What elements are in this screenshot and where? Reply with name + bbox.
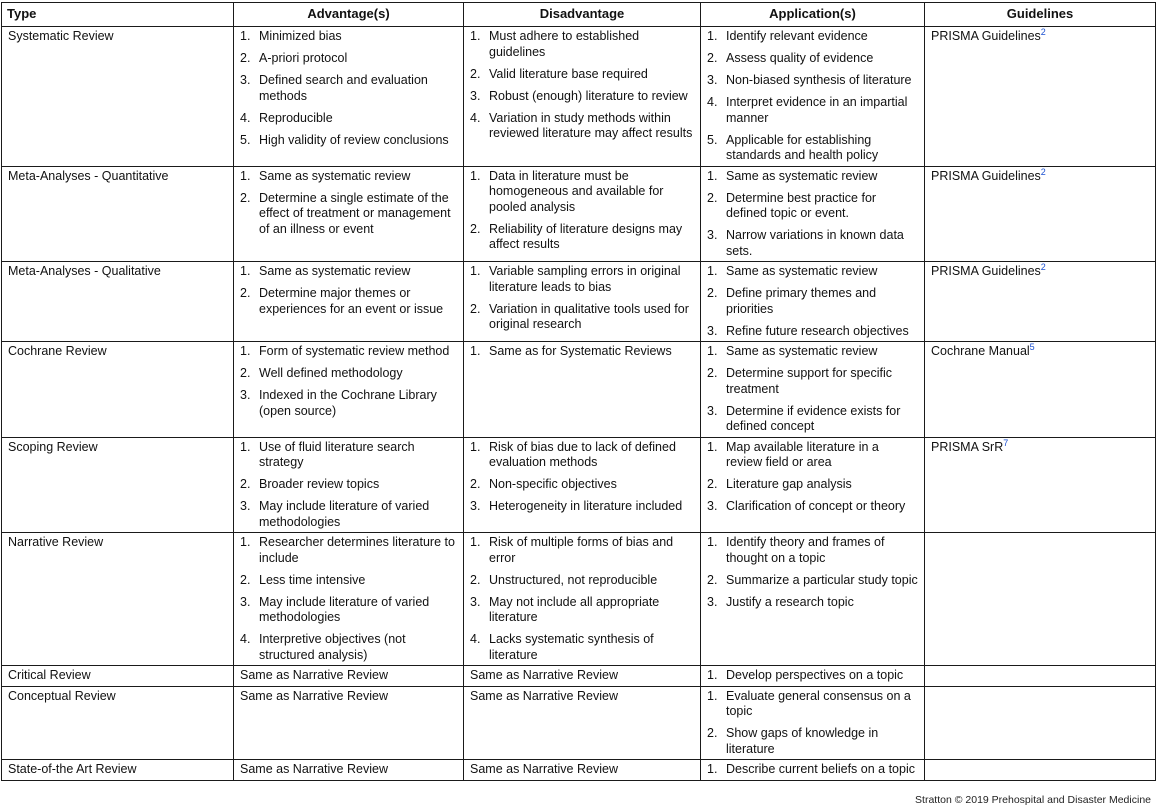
- list-item: [707, 689, 918, 720]
- applications-cell: [701, 666, 925, 687]
- list-item-text: Define primary themes and priorities: [726, 286, 877, 316]
- copyright-credit: Stratton © 2019 Prehospital and Disaster Medicine: [915, 793, 1151, 806]
- review-type-cell: Conceptual Review: [2, 686, 234, 760]
- numbered-list: [240, 169, 457, 238]
- advantages-cell: [234, 27, 464, 167]
- disadvantages-cell-text: Same as Narrative Review: [470, 688, 618, 703]
- list-item-text: Identify theory and frames of thought on a topic: [726, 535, 885, 565]
- guideline-reference: 2: [1040, 261, 1046, 272]
- list-item: [707, 477, 918, 493]
- header-guidelines: Guidelines: [925, 3, 1156, 27]
- list-item-number: 1.: [707, 344, 718, 358]
- list-item: [707, 73, 918, 89]
- list-item-text: Reproducible: [259, 110, 333, 125]
- list-item: [240, 344, 457, 360]
- list-item-number: 2.: [240, 477, 251, 491]
- applications-cell: [701, 760, 925, 781]
- list-item-text: Map available literature in a review field or area: [726, 439, 879, 469]
- table-row: [2, 686, 1156, 760]
- guidelines-cell: [925, 666, 1156, 687]
- list-item-text: Unstructured, not reproducible: [489, 572, 658, 587]
- list-item-text: Non-specific objectives: [489, 477, 617, 491]
- guideline-name: PRISMA Guidelines: [931, 168, 1041, 183]
- advantages-cell: [234, 760, 464, 781]
- list-item-number: 4.: [240, 110, 251, 125]
- guideline-name: PRISMA SrR: [931, 439, 1004, 454]
- list-item-number: 1.: [240, 439, 251, 454]
- list-item: [707, 324, 918, 340]
- list-item-number: 2.: [470, 66, 481, 81]
- numbered-list: [707, 344, 918, 435]
- list-item-text: Lacks systematic synthesis of literature: [489, 632, 654, 662]
- list-item-text: Applicable for establishing standards and health policy: [726, 132, 879, 162]
- disadvantages-cell: [464, 666, 701, 687]
- numbered-list: [707, 264, 918, 339]
- header-applications: Application(s): [701, 3, 925, 27]
- list-item-number: 1.: [470, 344, 481, 358]
- list-item-text: Variation in qualitative tools used for original research: [489, 301, 689, 331]
- table-row: [2, 166, 1156, 262]
- list-item-text: Data in literature must be homogeneous and available for pooled analysis: [489, 168, 664, 214]
- list-item: [707, 228, 918, 259]
- list-item-text: Less time intensive: [259, 572, 366, 587]
- applications-cell: [701, 342, 925, 438]
- list-item-number: 3.: [470, 88, 481, 103]
- list-item: [707, 595, 918, 611]
- list-item: [240, 573, 457, 589]
- list-item-text: Heterogeneity in literature included: [489, 499, 683, 513]
- list-item: [707, 726, 918, 757]
- list-item-number: 1.: [470, 29, 481, 43]
- guideline-reference: 5: [1029, 341, 1035, 352]
- applications-cell: [701, 686, 925, 760]
- list-item: [240, 632, 457, 663]
- list-item-text: Must adhere to established guidelines: [489, 29, 640, 59]
- list-item-text: May include literature of varied methodologies: [259, 594, 430, 624]
- review-type-cell: Cochrane Review: [2, 342, 234, 438]
- list-item-text: Interpret evidence in an impartial manner: [726, 95, 908, 125]
- table-row: [2, 437, 1156, 533]
- list-item: [470, 440, 694, 471]
- list-item-number: 1.: [470, 439, 481, 454]
- header-disadvantage: Disadvantage: [464, 3, 701, 27]
- header-type: Type: [2, 3, 234, 27]
- list-item-number: 1.: [707, 535, 718, 549]
- list-item: [707, 573, 918, 589]
- list-item: [707, 133, 918, 164]
- list-item-text: Same as systematic review: [726, 168, 878, 183]
- list-item-text: Determine if evidence exists for defined concept: [726, 403, 901, 433]
- list-item-number: 1.: [240, 168, 251, 183]
- list-item-number: 1.: [240, 344, 251, 358]
- list-item: [470, 169, 694, 216]
- list-item-number: 2.: [470, 477, 481, 491]
- list-item: [707, 762, 918, 778]
- list-item-number: 2.: [240, 51, 251, 65]
- list-item-number: 2.: [707, 51, 718, 65]
- list-item-number: 2.: [470, 301, 481, 316]
- list-item-number: 1.: [470, 535, 481, 549]
- list-item-number: 1.: [470, 264, 481, 278]
- list-item-text: Same as systematic review: [726, 264, 878, 278]
- list-item-number: 1.: [707, 29, 718, 43]
- list-item-number: 4.: [470, 110, 481, 125]
- numbered-list: [707, 762, 918, 778]
- guideline-name: PRISMA Guidelines: [931, 264, 1041, 278]
- advantages-cell-text: Same as Narrative Review: [240, 668, 388, 682]
- list-item: [470, 222, 694, 253]
- list-item: [240, 191, 457, 238]
- list-item-number: 2.: [707, 190, 718, 205]
- list-item-number: 2.: [240, 286, 251, 300]
- list-item-number: 1.: [707, 168, 718, 183]
- list-item-number: 2.: [470, 221, 481, 236]
- list-item-text: Justify a research topic: [726, 594, 854, 609]
- guideline-reference: 2: [1040, 26, 1046, 37]
- review-type-cell: Scoping Review: [2, 437, 234, 533]
- list-item-number: 1.: [707, 264, 718, 278]
- disadvantages-cell: [464, 686, 701, 760]
- list-item-text: Same as systematic review: [259, 264, 411, 278]
- list-item-number: 3.: [707, 499, 718, 513]
- disadvantages-cell: [464, 437, 701, 533]
- list-item: [240, 111, 457, 127]
- list-item: [240, 535, 457, 566]
- guideline-name: Cochrane Manual: [931, 344, 1030, 358]
- advantages-cell: [234, 166, 464, 262]
- list-item: [240, 73, 457, 104]
- applications-cell: [701, 27, 925, 167]
- numbered-list: [470, 264, 694, 333]
- list-item: [470, 632, 694, 663]
- table-row: [2, 533, 1156, 666]
- list-item-text: May include literature of varied methodologies: [259, 499, 430, 529]
- list-item: [470, 89, 694, 105]
- list-item: [240, 477, 457, 493]
- disadvantages-cell: [464, 166, 701, 262]
- list-item-number: 3.: [470, 594, 481, 609]
- table-body: [2, 27, 1156, 781]
- numbered-list: [707, 169, 918, 260]
- list-item-number: 2.: [470, 572, 481, 587]
- list-item: [470, 477, 694, 493]
- advantages-cell: [234, 666, 464, 687]
- numbered-list: [470, 169, 694, 253]
- numbered-list: [707, 440, 918, 515]
- list-item-text: Broader review topics: [259, 477, 380, 491]
- numbered-list: [707, 535, 918, 610]
- list-item-number: 2.: [707, 366, 718, 380]
- numbered-list: [707, 668, 918, 684]
- list-item-number: 4.: [240, 632, 251, 646]
- list-item-number: 3.: [707, 594, 718, 609]
- list-item-text: Identify relevant evidence: [726, 29, 868, 43]
- review-type-cell: Critical Review: [2, 666, 234, 687]
- list-item: [240, 499, 457, 530]
- list-item-text: Defined search and evaluation methods: [259, 73, 428, 103]
- list-item-text: Variation in study methods within reviewed literature may affect results: [489, 110, 693, 140]
- list-item-text: Literature gap analysis: [726, 477, 852, 491]
- numbered-list: [240, 29, 457, 148]
- list-item: [470, 573, 694, 589]
- list-item-text: A-priori protocol: [259, 51, 348, 65]
- list-item: [707, 264, 918, 280]
- list-item-number: 2.: [707, 572, 718, 587]
- list-item-text: Reliability of literature designs may affect results: [489, 221, 683, 251]
- guidelines-cell: [925, 760, 1156, 781]
- list-item-text: Robust (enough) literature to review: [489, 88, 688, 103]
- list-item-text: Evaluate general consensus on a topic: [726, 688, 911, 718]
- list-item-number: 1.: [470, 168, 481, 183]
- disadvantages-cell: [464, 262, 701, 342]
- list-item-text: Risk of multiple forms of bias and error: [489, 535, 674, 565]
- disadvantages-cell-text: Same as Narrative Review: [470, 668, 618, 682]
- guidelines-cell: [925, 686, 1156, 760]
- list-item-text: Clarification of concept or theory: [726, 499, 906, 513]
- list-item-text: Use of fluid literature search strategy: [259, 439, 415, 469]
- numbered-list: [470, 535, 694, 663]
- list-item: [707, 51, 918, 67]
- list-item-text: Determine best practice for defined topic or event.: [726, 190, 877, 220]
- table-row: [2, 262, 1156, 342]
- list-item-number: 2.: [707, 726, 718, 740]
- list-item-number: 1.: [707, 762, 718, 776]
- list-item-number: 3.: [707, 228, 718, 242]
- table-row: [2, 666, 1156, 687]
- list-item-number: 1.: [707, 688, 718, 703]
- review-type-cell: Meta-Analyses - Qualitative: [2, 262, 234, 342]
- review-type-cell: State-of-the Art Review: [2, 760, 234, 781]
- guideline-reference: 2: [1040, 166, 1046, 177]
- numbered-list: [240, 264, 457, 317]
- list-item: [707, 344, 918, 360]
- advantages-cell: [234, 342, 464, 438]
- list-item: [240, 595, 457, 626]
- table-header-row: [2, 3, 1156, 27]
- applications-cell: [701, 262, 925, 342]
- numbered-list: [707, 29, 918, 164]
- list-item: [470, 29, 694, 60]
- list-item-text: Same as systematic review: [259, 168, 411, 183]
- list-item-text: Valid literature base required: [489, 66, 648, 81]
- list-item: [470, 499, 694, 515]
- list-item: [240, 366, 457, 382]
- list-item: [470, 595, 694, 626]
- list-item-text: May not include all appropriate literature: [489, 594, 660, 624]
- list-item-number: 3.: [707, 403, 718, 418]
- disadvantages-cell: [464, 342, 701, 438]
- list-item-text: Minimized bias: [259, 29, 342, 43]
- list-item-number: 3.: [240, 499, 251, 513]
- disadvantages-cell-text: Same as Narrative Review: [470, 762, 618, 776]
- guidelines-cell: [925, 27, 1156, 167]
- guidelines-cell: [925, 262, 1156, 342]
- header-advantages: Advantage(s): [234, 3, 464, 27]
- list-item: [707, 286, 918, 317]
- table-row: [2, 760, 1156, 781]
- applications-cell: [701, 166, 925, 262]
- list-item-number: 4.: [707, 95, 718, 109]
- numbered-list: [470, 440, 694, 515]
- list-item-number: 3.: [707, 323, 718, 338]
- list-item-text: Refine future research objectives: [726, 323, 909, 338]
- guideline-reference: 7: [1003, 437, 1009, 448]
- numbered-list: [240, 440, 457, 531]
- list-item-text: Same as for Systematic Reviews: [489, 344, 672, 358]
- list-item: [707, 29, 918, 45]
- list-item-number: 2.: [240, 190, 251, 205]
- list-item-text: Determine major themes or experiences for an event or issue: [259, 286, 444, 316]
- review-type-cell: Meta-Analyses - Quantitative: [2, 166, 234, 262]
- list-item: [240, 51, 457, 67]
- list-item-text: Risk of bias due to lack of defined evaluation methods: [489, 439, 676, 469]
- review-type-cell: Narrative Review: [2, 533, 234, 666]
- disadvantages-cell: [464, 27, 701, 167]
- guidelines-cell: [925, 342, 1156, 438]
- list-item: [240, 29, 457, 45]
- list-item: [240, 388, 457, 419]
- list-item-text: Interpretive objectives (not structured analysis): [259, 632, 406, 662]
- list-item-number: 2.: [707, 477, 718, 491]
- list-item-number: 2.: [240, 572, 251, 587]
- numbered-list: [240, 535, 457, 663]
- list-item: [707, 366, 918, 397]
- list-item-number: 3.: [240, 594, 251, 609]
- list-item-text: Form of systematic review method: [259, 344, 450, 358]
- advantages-cell: [234, 437, 464, 533]
- list-item-number: 1.: [707, 668, 718, 682]
- list-item-number: 3.: [707, 73, 718, 87]
- list-item-number: 5.: [707, 132, 718, 147]
- advantages-cell: [234, 686, 464, 760]
- table-row: [2, 27, 1156, 167]
- list-item: [707, 535, 918, 566]
- list-item: [707, 169, 918, 185]
- list-item-number: 1.: [240, 264, 251, 278]
- list-item-text: Determine a single estimate of the effect of treatment or management of an illness or event: [259, 190, 451, 236]
- disadvantages-cell: [464, 533, 701, 666]
- advantages-cell-text: Same as Narrative Review: [240, 762, 388, 776]
- list-item-number: 2.: [240, 366, 251, 380]
- list-item: [470, 302, 694, 333]
- list-item-number: 4.: [470, 632, 481, 646]
- disadvantages-cell: [464, 760, 701, 781]
- list-item-text: Variable sampling errors in original literature leads to bias: [489, 264, 681, 294]
- list-item: [707, 95, 918, 126]
- list-item: [470, 111, 694, 142]
- review-types-table: [1, 2, 1156, 781]
- list-item-text: Indexed in the Cochrane Library (open source): [259, 388, 437, 418]
- list-item: [240, 169, 457, 185]
- list-item: [470, 264, 694, 295]
- list-item-text: Assess quality of evidence: [726, 51, 874, 65]
- advantages-cell: [234, 533, 464, 666]
- guidelines-cell: [925, 533, 1156, 666]
- list-item-text: High validity of review conclusions: [259, 132, 449, 147]
- list-item-number: 2.: [707, 286, 718, 300]
- list-item-number: 3.: [240, 388, 251, 402]
- review-type-cell: Systematic Review: [2, 27, 234, 167]
- list-item: [240, 286, 457, 317]
- guidelines-cell: [925, 437, 1156, 533]
- list-item-number: 3.: [470, 499, 481, 513]
- advantages-cell: [234, 262, 464, 342]
- list-item-text: Non-biased synthesis of literature: [726, 73, 912, 87]
- list-item-number: 1.: [707, 439, 718, 454]
- list-item: [707, 499, 918, 515]
- list-item: [707, 668, 918, 684]
- list-item-number: 1.: [240, 29, 251, 43]
- list-item: [707, 440, 918, 471]
- list-item-number: 1.: [240, 535, 251, 549]
- list-item: [470, 344, 694, 360]
- list-item: [707, 191, 918, 222]
- list-item: [240, 264, 457, 280]
- list-item: [470, 67, 694, 83]
- list-item: [707, 404, 918, 435]
- numbered-list: [240, 344, 457, 419]
- list-item-text: Researcher determines literature to include: [259, 535, 455, 565]
- list-item-text: Summarize a particular study topic: [726, 572, 918, 587]
- numbered-list: [707, 689, 918, 758]
- advantages-cell-text: Same as Narrative Review: [240, 688, 388, 703]
- list-item: [240, 440, 457, 471]
- guideline-name: PRISMA Guidelines: [931, 29, 1041, 43]
- list-item-text: Determine support for specific treatment: [726, 366, 893, 396]
- list-item-text: Same as systematic review: [726, 344, 878, 358]
- list-item-text: Develop perspectives on a topic: [726, 668, 904, 682]
- applications-cell: [701, 533, 925, 666]
- list-item-text: Well defined methodology: [259, 366, 403, 380]
- list-item: [470, 535, 694, 566]
- numbered-list: [470, 344, 694, 360]
- table-row: [2, 342, 1156, 438]
- applications-cell: [701, 437, 925, 533]
- list-item-number: 3.: [240, 73, 251, 87]
- guidelines-cell: [925, 166, 1156, 262]
- list-item-text: Show gaps of knowledge in literature: [726, 726, 879, 756]
- list-item: [240, 133, 457, 149]
- numbered-list: [470, 29, 694, 142]
- list-item-text: Narrow variations in known data sets.: [726, 228, 904, 258]
- list-item-number: 5.: [240, 132, 251, 147]
- list-item-text: Describe current beliefs on a topic: [726, 762, 915, 776]
